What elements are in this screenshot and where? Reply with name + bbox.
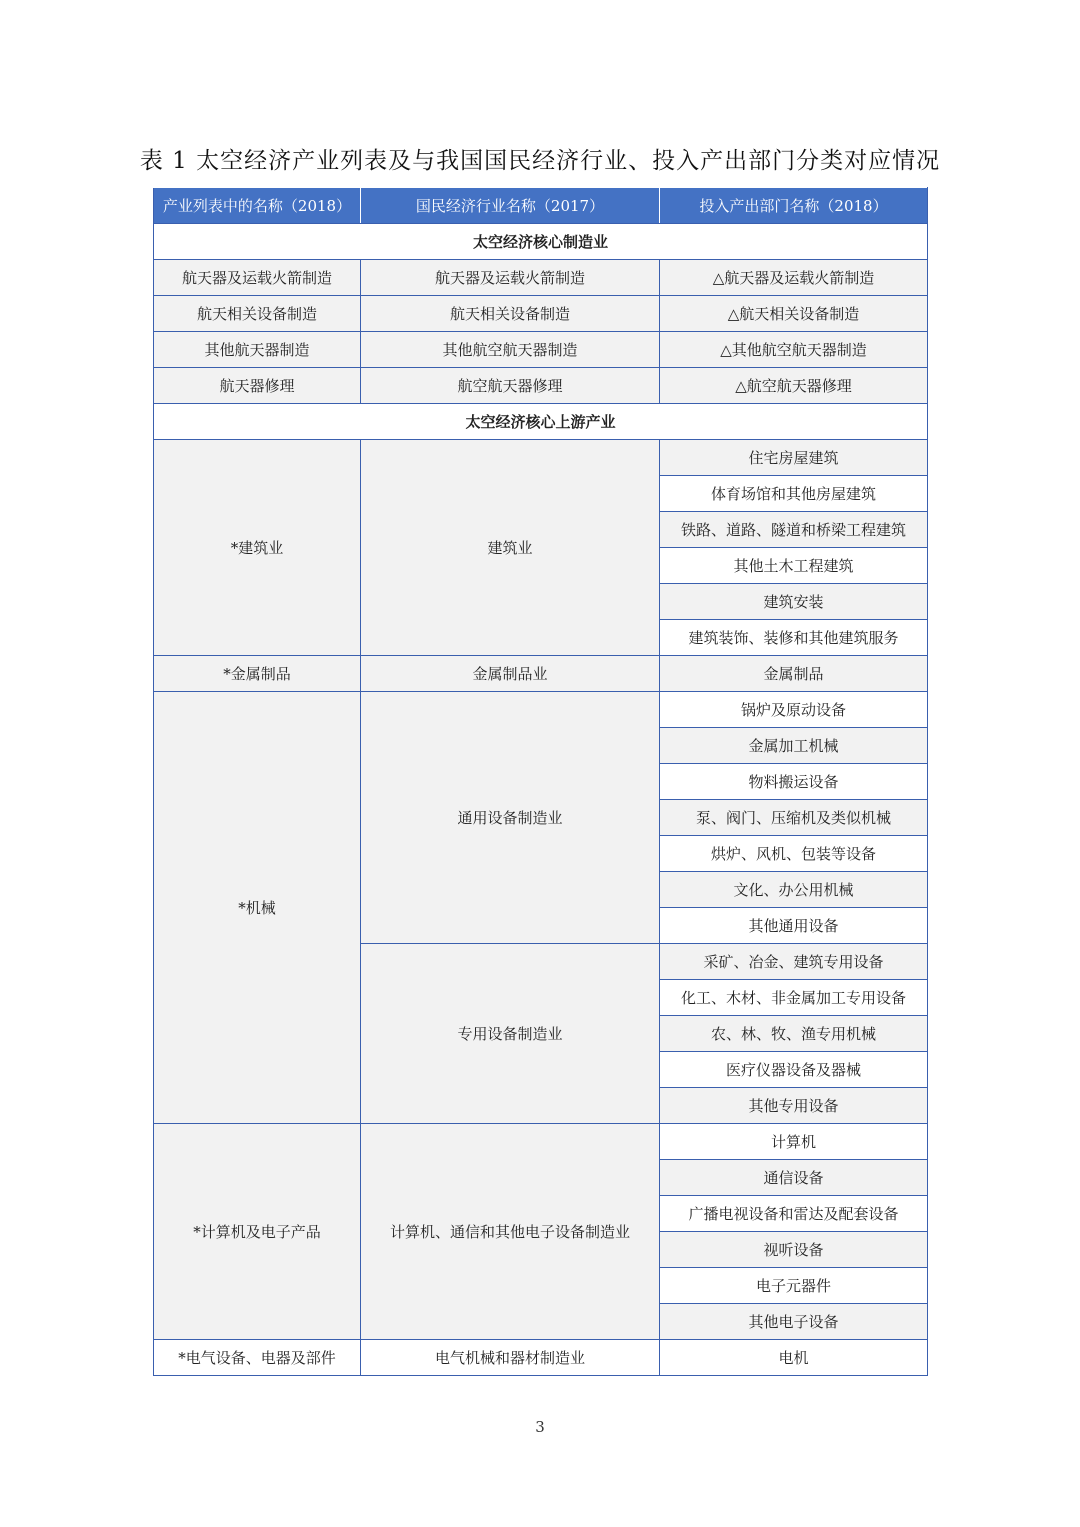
io-cell: 其他通用设备 bbox=[660, 908, 928, 944]
section-title: 太空经济核心上游产业 bbox=[154, 404, 928, 440]
io-cell: 通信设备 bbox=[660, 1160, 928, 1196]
io-cell: 视听设备 bbox=[660, 1232, 928, 1268]
io-cell: 铁路、道路、隧道和桥梁工程建筑 bbox=[660, 512, 928, 548]
national-cell: 航空航天器修理 bbox=[361, 368, 660, 404]
national-cell: 金属制品业 bbox=[361, 656, 660, 692]
io-cell: 化工、木材、非金属加工专用设备 bbox=[660, 980, 928, 1016]
io-cell: △航天器及运载火箭制造 bbox=[660, 260, 928, 296]
io-cell: 计算机 bbox=[660, 1124, 928, 1160]
io-cell: △航空航天器修理 bbox=[660, 368, 928, 404]
header-row bbox=[154, 188, 928, 224]
table-row bbox=[154, 656, 928, 692]
io-cell: 锅炉及原动设备 bbox=[660, 692, 928, 728]
io-cell: 建筑装饰、装修和其他建筑服务 bbox=[660, 620, 928, 656]
national-cell: 航天相关设备制造 bbox=[361, 296, 660, 332]
section-row bbox=[154, 224, 928, 260]
table-row bbox=[154, 692, 928, 728]
io-cell: 泵、阀门、压缩机及类似机械 bbox=[660, 800, 928, 836]
io-cell: 其他专用设备 bbox=[660, 1088, 928, 1124]
industry-cell: 航天器修理 bbox=[154, 368, 361, 404]
io-cell: 电子元器件 bbox=[660, 1268, 928, 1304]
io-cell: 金属制品 bbox=[660, 656, 928, 692]
industry-cell: *电气设备、电器及部件 bbox=[154, 1340, 361, 1376]
io-cell: △航天相关设备制造 bbox=[660, 296, 928, 332]
table-row bbox=[154, 368, 928, 404]
io-cell: 电机 bbox=[660, 1340, 928, 1376]
table-row bbox=[154, 260, 928, 296]
io-cell: 其他土木工程建筑 bbox=[660, 548, 928, 584]
industry-cell: 航天器及运载火箭制造 bbox=[154, 260, 361, 296]
io-cell: 其他电子设备 bbox=[660, 1304, 928, 1340]
table-row bbox=[154, 296, 928, 332]
section-title: 太空经济核心制造业 bbox=[154, 224, 928, 260]
header-io: 投入产出部门名称（2018） bbox=[660, 188, 928, 224]
national-cell: 航天器及运载火箭制造 bbox=[361, 260, 660, 296]
industry-cell: 航天相关设备制造 bbox=[154, 296, 361, 332]
national-cell: 通用设备制造业 bbox=[361, 692, 660, 944]
industry-cell: 其他航天器制造 bbox=[154, 332, 361, 368]
table-row bbox=[154, 332, 928, 368]
io-cell: 体育场馆和其他房屋建筑 bbox=[660, 476, 928, 512]
table-title: 表 1 太空经济产业列表及与我国国民经济行业、投入产出部门分类对应情况 bbox=[139, 148, 941, 174]
io-cell: 采矿、冶金、建筑专用设备 bbox=[660, 944, 928, 980]
header-industry: 产业列表中的名称（2018） bbox=[154, 188, 361, 224]
section-row bbox=[154, 404, 928, 440]
header-national: 国民经济行业名称（2017） bbox=[361, 188, 660, 224]
io-cell: 文化、办公用机械 bbox=[660, 872, 928, 908]
industry-cell: *机械 bbox=[154, 692, 361, 1124]
io-cell: 医疗仪器设备及器械 bbox=[660, 1052, 928, 1088]
io-cell: 农、林、牧、渔专用机械 bbox=[660, 1016, 928, 1052]
table-row bbox=[154, 1340, 928, 1376]
page-number: 3 bbox=[535, 1418, 545, 1436]
table-row bbox=[154, 1124, 928, 1160]
industry-cell: *计算机及电子产品 bbox=[154, 1124, 361, 1340]
io-cell: 烘炉、风机、包装等设备 bbox=[660, 836, 928, 872]
io-cell: △其他航空航天器制造 bbox=[660, 332, 928, 368]
io-cell: 住宅房屋建筑 bbox=[660, 440, 928, 476]
national-cell: 建筑业 bbox=[361, 440, 660, 656]
io-cell: 建筑安装 bbox=[660, 584, 928, 620]
io-cell: 金属加工机械 bbox=[660, 728, 928, 764]
national-cell: 电气机械和器材制造业 bbox=[361, 1340, 660, 1376]
io-cell: 物料搬运设备 bbox=[660, 764, 928, 800]
national-cell: 其他航空航天器制造 bbox=[361, 332, 660, 368]
table-row bbox=[154, 440, 928, 476]
io-cell: 广播电视设备和雷达及配套设备 bbox=[660, 1196, 928, 1232]
national-cell: 计算机、通信和其他电子设备制造业 bbox=[361, 1124, 660, 1340]
industry-cell: *建筑业 bbox=[154, 440, 361, 656]
industry-cell: *金属制品 bbox=[154, 656, 361, 692]
national-cell: 专用设备制造业 bbox=[361, 944, 660, 1124]
industry-mapping-table bbox=[153, 187, 928, 1376]
